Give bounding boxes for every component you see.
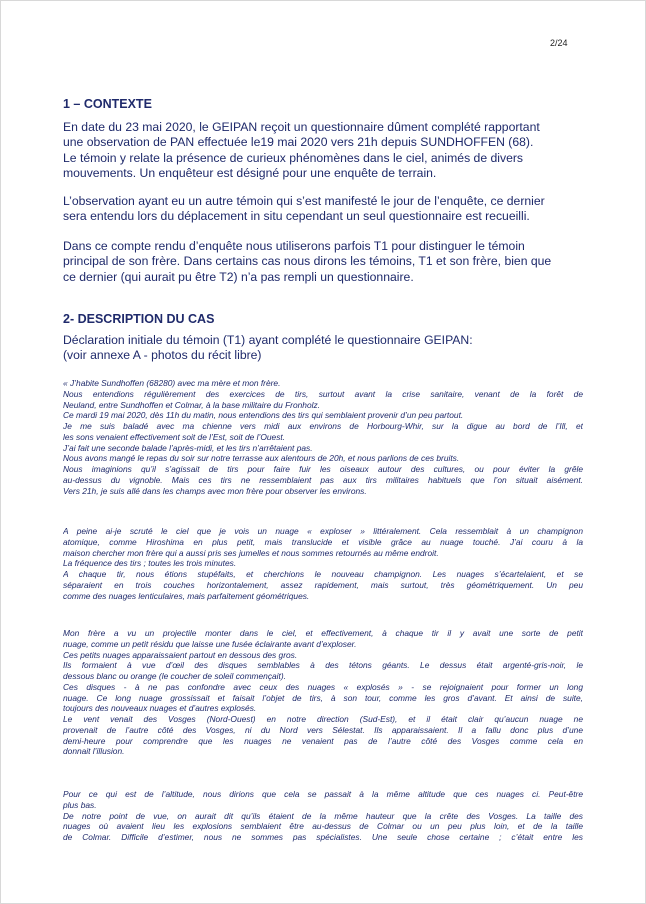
page-number: 2/24 (550, 38, 568, 48)
statement-line: maison chercher mon frère qui a aussi pris ses jumelles et nous sommes retournés au même endroit. (63, 547, 439, 558)
text-line: L’observation ayant eu un autre témoin qui s’est manifesté le jour de l’enquête, ce dernier (63, 194, 545, 208)
statement-line: Nous entendions régulièrement des exercices de tirs, surtout avant la crise sanitaire, venant de la forêt de (63, 388, 583, 399)
statement-line: Le vent venait des Vosges (Nord-Ouest) en notre direction (Sud-Est), et il était clair qu’aucun nuage ne (63, 714, 583, 724)
statement-line: Je me suis baladé avec ma chienne vers midi aux environs de Horbourg-Whir, sur la digue au bord de l’Ill, et (63, 421, 583, 431)
section-1-heading: 1 – CONTEXTE (63, 97, 152, 111)
statement-line: A peine ai-je scruté le ciel que je vois un nuage « exploser » littéralement. Cela ressemblait à un champignon (63, 526, 583, 536)
statement-line: provenait de l’autre côté des Vosges, ni du Nord vers Sélestat. Ils apparaissaient. Il a fallu donc plus d’une (63, 724, 583, 735)
statement-line: toujours des nouveaux nuages et d’autres explosés. (63, 703, 257, 714)
statement-line: « J’habite Sundhoffen (68280) avec ma mère et mon frère. (63, 378, 281, 388)
text-line: Dans ce compte rendu d’enquête nous utiliserons parfois T1 pour distinguer le témoin (63, 239, 525, 253)
statement-line: dessous blanc ou orange (le coucher de soleil commençait). (63, 671, 286, 681)
text-line: Déclaration initiale du témoin (T1) ayant complété le questionnaire GEIPAN: (63, 333, 473, 347)
statement-line: demi-heure pour comprendre que les nuages ne venaient pas de l’autre côté des Vosges comme cela en (63, 735, 583, 746)
section-2-heading: 2- DESCRIPTION DU CAS (63, 312, 215, 326)
context-paragraph-1 (63, 120, 583, 181)
statement-line: plus bas. (63, 799, 97, 810)
text-line: sera entendu lors du déplacement in situ cependant un seul questionnaire est recueilli. (63, 209, 530, 224)
statement-line: comme des nuages lenticulaires, mais parfaitement géométriques. (63, 590, 310, 601)
witness-statement-block-4 (63, 789, 583, 843)
statement-line: séparaient en trois couches horizontalement, assez rapidement, mais surtout, très géométriquement. Un peu (63, 579, 583, 590)
statement-line: Mon frère a vu un projectile monter dans le ciel, et effectivement, à chaque tir il y avait une sorte de petit (63, 628, 583, 638)
statement-line: donnait l’illusion. (63, 746, 125, 757)
statement-line: A chaque tir, nous étions stupéfaits, et cherchions le nouveau champignon. Les nuages s’écartelaient, et se (63, 569, 583, 579)
statement-line: Neuland, entre Sundhoffen et Colmar, à la base militaire du Fronholz. (63, 399, 320, 410)
statement-line: Ces petits nuages apparaissaient partout en dessous des gros. (63, 649, 298, 660)
statement-line: Nous avons mangé le repas du soir sur notre terrasse aux alentours de 20h, et nous parlions de ces bruits. (63, 453, 460, 464)
context-paragraph-2 (63, 194, 583, 225)
statement-line: J’ai fait une seconde balade l’après-midi, et les tirs n’arrêtaient pas. (63, 442, 313, 453)
statement-line: atomique, comme Hiroshima en plus petit, mais translucide et visible grâce au nuage touché. J’ai couru à la (63, 536, 583, 547)
statement-line: les sons venaient effectivement soit de l’Est, soit de l’Ouest. (63, 431, 286, 442)
statement-line: Ce mardi 19 mai 2020, dès 11h du matin, nous entendions des tirs qui semblaient provenir d’un peu partout. (63, 410, 464, 421)
text-line: (voir annexe A - photos du récit libre) (63, 348, 262, 363)
statement-line: Nous imaginions qu’il s’agissait de tirs pour faire fuir les oiseaux autour des cultures, ou pour éviter la grêle (63, 464, 583, 474)
statement-line: Ces disques - à ne pas confondre avec ceux des nuages « explosés » - se rejoignaient pour former un long (63, 681, 583, 692)
statement-line: Vers 21h, je suis allé dans les champs avec mon frère pour observer les environs. (63, 485, 367, 496)
statement-line: au-dessus du vignoble. Mais ces tirs ne ressemblaient pas aux tirs militaires habituels que l’on situait aisément. (63, 474, 583, 485)
statement-line: nuage. Ce long nuage grossissait et faisait l’objet de tirs, à son tour, comme les gros d’avant. Et ainsi de suite, (63, 692, 583, 703)
witness-statement-block-2 (63, 526, 583, 601)
statement-line: nuages où avaient lieu les explosions semblaient être au-dessus de Colmar ou un peu plus loin, et de la taille (63, 821, 583, 832)
text-line: Le témoin y relate la présence de curieux phénomènes dans le ciel, animés de divers (63, 150, 524, 165)
text-line: mouvements. Un enquêteur est désigné pour une enquête de terrain. (63, 165, 437, 180)
witness-statement-block-1 (63, 378, 583, 496)
statement-line: Pour ce qui est de l’altitude, nous dirions que cela se passait à la même altitude que ces nuages ci. Peut-être (63, 789, 583, 799)
text-line: ce dernier (qui aurait pu être T2) n’a pas rempli un questionnaire. (63, 269, 414, 284)
statement-line: De notre point de vue, on aurait dit qu’ils étaient de la même hauteur que la crête des Vosges. La taille des (63, 810, 583, 821)
witness-statement-block-3 (63, 628, 583, 757)
text-line: une observation de PAN effectuée le19 mai 2020 vers 21h depuis SUNDHOFFEN (68). (63, 135, 534, 150)
text-line: principal de son frère. Dans certains cas nous dirons les témoins, T1 et son frère, bien que (63, 254, 552, 269)
statement-line: nuage, comme un petit résidu que laisse une fusée éclairante avant d’exploser. (63, 638, 357, 649)
context-paragraph-3 (63, 239, 583, 285)
statement-line: de Colmar. Difficile d’estimer, nous ne sommes pas spécialistes. Une seule chose certaine ; c’était entre les (63, 832, 583, 842)
description-intro (63, 333, 583, 364)
statement-line: Ils formaient à vue d’œil des disques semblables à des tétons géants. Le dessus était argenté-gris-noir, le (63, 660, 583, 671)
statement-line: La fréquence des tirs ; toutes les trois minutes. (63, 558, 237, 569)
text-line: En date du 23 mai 2020, le GEIPAN reçoit un questionnaire dûment complété rapportant (63, 120, 540, 134)
